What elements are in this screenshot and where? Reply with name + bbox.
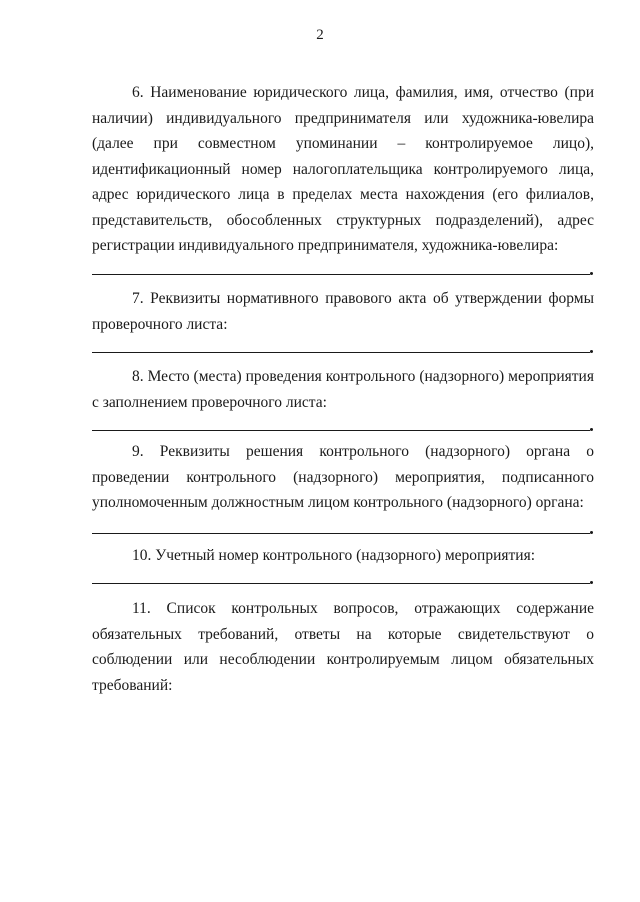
item-8-fill-line xyxy=(92,430,590,431)
item-8-fill-end-dot xyxy=(590,428,593,431)
item-11-text: 11. Список контрольных вопросов, отражающих содержание обязательных требований, ответы на которые свидетельствуют о соблюдении или несоблюдении контролируемым лицом обязательных требований: xyxy=(92,600,594,694)
item-10-text: 10. Учетный номер контрольного (надзорного) мероприятия: xyxy=(132,547,536,564)
item-9-fill-line xyxy=(92,533,590,534)
item-7-fill-line xyxy=(92,352,590,353)
item-6-fill-end-dot xyxy=(590,272,593,275)
item-9-text: 9. Реквизиты решения контрольного (надзорного) органа о проведении контрольного (надзорного) мероприятия, подписанного уполномоченным должностным лицом контрольного (надзорного) органа: xyxy=(92,443,594,511)
item-10-fill-end-dot xyxy=(590,581,593,584)
item-7-fill-end-dot xyxy=(590,350,593,353)
item-6-text: 6. Наименование юридического лица, фамилия, имя, отчество (при наличии) индивидуального предпринимателя или художника-ювелира (далее при совместном упоминании – контролируемое лицо), идентификационный номер налогоплательщика контролируемого лица, адрес юридического лица в пределах места нахождения (его филиалов, представительств, обособленных структурных подразделений), адрес регистрации индивидуального предпринимателя, художника-ювелира: xyxy=(92,84,594,254)
item-6-fill-line xyxy=(92,274,590,275)
item-10-fill-line xyxy=(92,583,590,584)
page-number: 2 xyxy=(316,27,324,43)
item-7-text: 7. Реквизиты нормативного правового акта об утверждении формы проверочного листа: xyxy=(92,290,594,333)
item-8-text: 8. Место (места) проведения контрольного (надзорного) мероприятия с заполнением проверочного листа: xyxy=(92,368,594,411)
item-9-fill-end-dot xyxy=(590,531,593,534)
